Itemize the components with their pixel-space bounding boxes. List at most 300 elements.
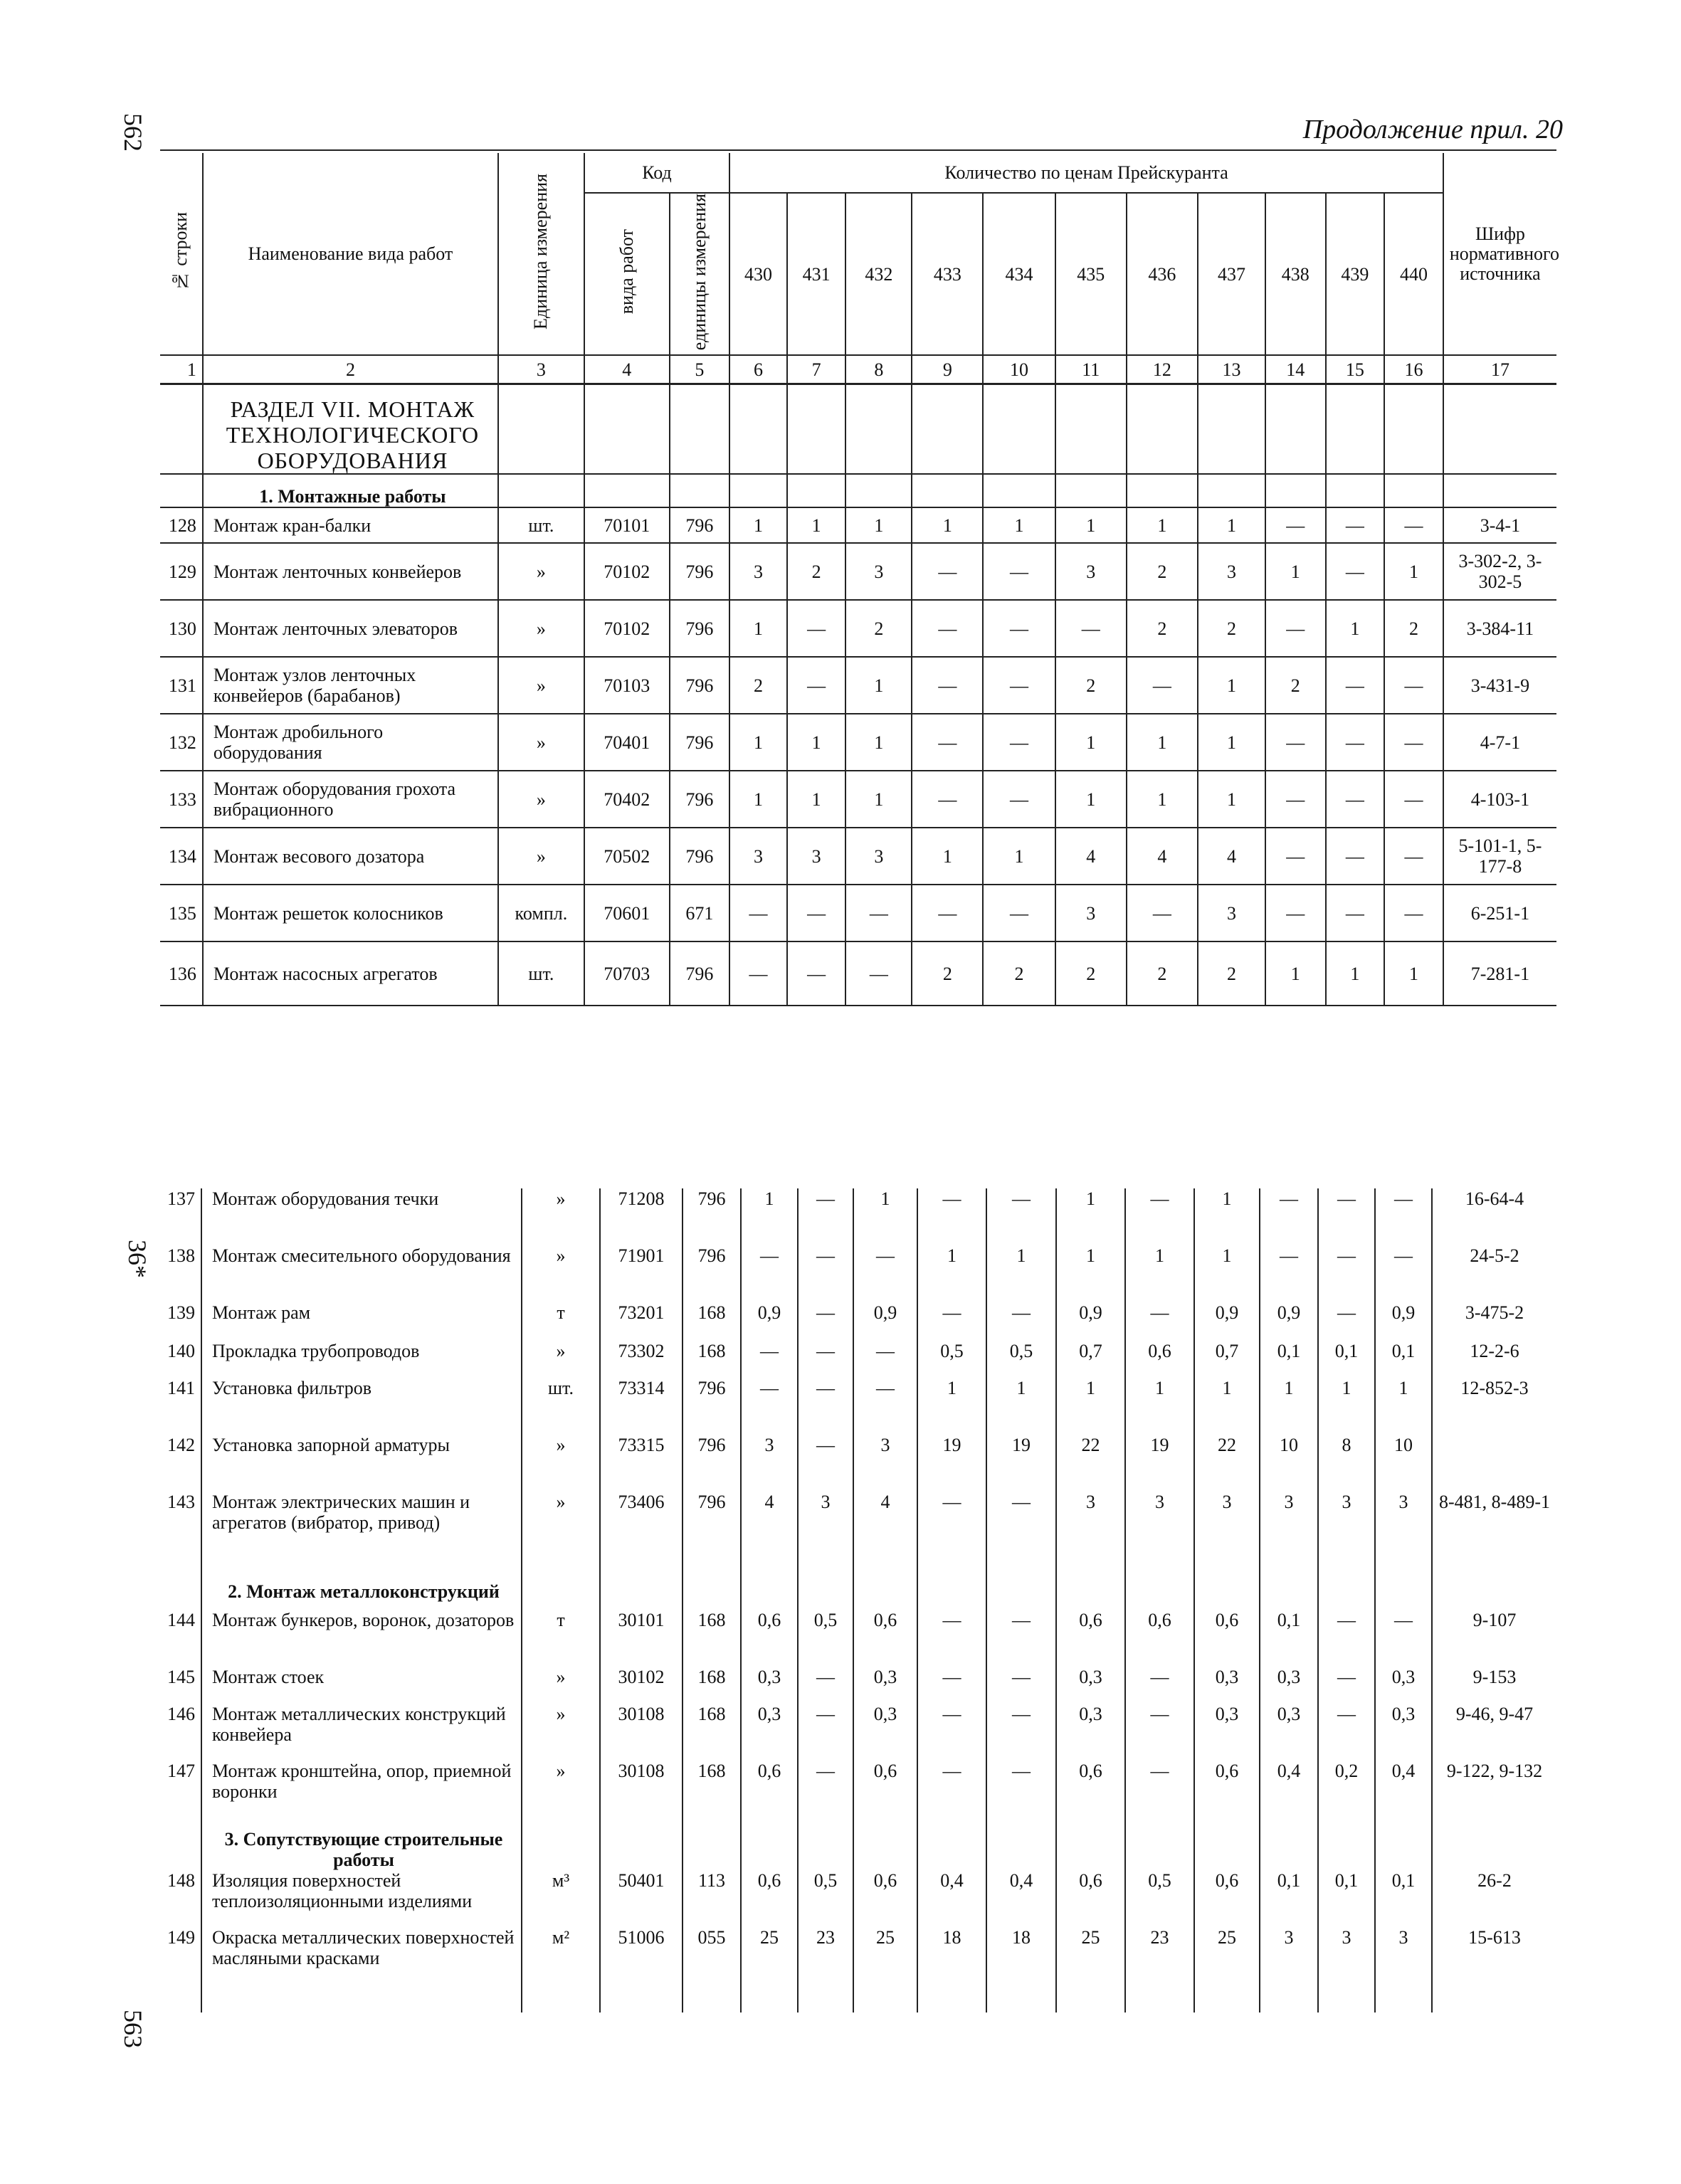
quantity-cell: — — [741, 1378, 798, 1435]
empty-cell — [522, 1818, 600, 1870]
row-number: 132 — [160, 714, 203, 771]
quantity-cell: — — [729, 941, 787, 1006]
row-number-empty — [160, 1818, 201, 1870]
unit: шт. — [522, 1378, 600, 1435]
subsection-3-title-row — [160, 1818, 1556, 1870]
code-work: 70101 — [584, 507, 670, 543]
row-number: 138 — [167, 1245, 195, 1266]
quantity-cell: 18 — [917, 1927, 986, 2012]
source-code: 3-384-11 — [1443, 600, 1556, 657]
quantity-cell: 1 — [1198, 771, 1265, 828]
quantity-cell: — — [1260, 1245, 1318, 1302]
empty-cell — [1127, 474, 1198, 507]
quantity-cell: 1 — [787, 507, 846, 543]
work-name: Монтаж насосных агрегатов — [203, 941, 498, 1006]
quantity-cell: — — [853, 1378, 917, 1435]
quantity-cell: 0,6 — [1194, 1870, 1260, 1927]
quantity-cell: — — [1125, 1704, 1194, 1761]
empty-cell — [986, 1570, 1056, 1610]
quantity-cell: 1 — [1265, 941, 1326, 1006]
code-unit: 055 — [683, 1927, 741, 2012]
code-unit: 796 — [683, 1188, 741, 1245]
empty-cell — [1194, 1570, 1260, 1610]
quantity-cell: 0,6 — [1194, 1761, 1260, 1818]
quantity-cell: 1 — [1384, 941, 1443, 1006]
quantity-cell: 4 — [853, 1492, 917, 1570]
subsection-2-title-row — [160, 1570, 1556, 1610]
empty-cell — [983, 474, 1055, 507]
quantity-cell: 0,6 — [741, 1761, 798, 1818]
source-code: 3-475-2 — [1432, 1302, 1556, 1341]
header-unit: Единица измерения — [498, 153, 584, 355]
quantity-cell: 1 — [845, 507, 912, 543]
quantity-cell: 3 — [1260, 1492, 1318, 1570]
quantity-cell: 0,2 — [1318, 1761, 1375, 1818]
quantity-cell: 0,7 — [1056, 1341, 1125, 1378]
quantity-cell: 0,1 — [1375, 1341, 1432, 1378]
quantity-cell: — — [986, 1761, 1056, 1818]
table-row — [160, 1302, 1556, 1341]
quantity-cell: 0,5 — [986, 1341, 1056, 1378]
quantity-cell: — — [798, 1435, 853, 1492]
empty-cell — [1056, 1818, 1125, 1870]
quantity-cell: 1 — [1194, 1188, 1260, 1245]
quantity-cell: — — [741, 1341, 798, 1378]
page-number-bottom: 563 — [119, 2010, 147, 2048]
subsection-3-title-text: 3. Сопутствующие строительные работы — [224, 1829, 503, 1870]
empty-cell — [1384, 474, 1443, 507]
quantity-cell: — — [1260, 1188, 1318, 1245]
column-number: 4 — [584, 355, 670, 384]
quantity-cell: 0,3 — [853, 1704, 917, 1761]
row-number: 139 — [167, 1302, 195, 1323]
quantity-cell: 25 — [1056, 1927, 1125, 2012]
quantity-cell: 0,6 — [1056, 1870, 1125, 1927]
quantity-cell: — — [1055, 600, 1127, 657]
quantity-cell: 1 — [1194, 1378, 1260, 1435]
quantity-cell: 1 — [1326, 941, 1385, 1006]
source-code: 26-2 — [1432, 1870, 1556, 1927]
quantity-cell: — — [1318, 1610, 1375, 1667]
quantity-cell: — — [798, 1245, 853, 1302]
quantity-cell: 1 — [912, 828, 983, 885]
empty-cell — [787, 384, 846, 475]
source-code: 4-103-1 — [1443, 771, 1556, 828]
quantity-cell: — — [1326, 507, 1385, 543]
empty-cell — [1198, 384, 1265, 475]
unit: » — [522, 1667, 600, 1704]
quantity-cell: 8 — [1318, 1435, 1375, 1492]
quantity-cell: 0,6 — [1056, 1761, 1125, 1818]
quantity-cell: 3 — [1375, 1927, 1432, 2012]
quantity-cell: — — [986, 1667, 1056, 1704]
row-number: 142 — [167, 1435, 195, 1455]
code-unit: 168 — [683, 1704, 741, 1761]
code-work: 70102 — [584, 600, 670, 657]
quantity-cell: — — [798, 1704, 853, 1761]
quantity-cell: — — [1125, 1667, 1194, 1704]
empty-cell — [1198, 474, 1265, 507]
quantity-cell: 0,6 — [853, 1610, 917, 1667]
code-unit: 796 — [670, 941, 730, 1006]
source-code: 4-7-1 — [1443, 714, 1556, 771]
quantity-cell: 3 — [729, 828, 787, 885]
quantity-cell: — — [983, 657, 1055, 714]
quantity-cell: — — [1265, 600, 1326, 657]
unit: » — [522, 1188, 600, 1245]
quantity-cell: 0,6 — [741, 1610, 798, 1667]
code-work: 50401 — [600, 1870, 683, 1927]
table-row — [160, 600, 1556, 657]
quantity-cell: — — [853, 1245, 917, 1302]
quantity-cell: 2 — [1127, 600, 1198, 657]
empty-cell — [912, 384, 983, 475]
section-title — [203, 384, 498, 475]
quantity-cell: — — [1318, 1302, 1375, 1341]
row-number: 145 — [167, 1667, 195, 1687]
code-work: 30102 — [600, 1667, 683, 1704]
empty-cell — [683, 1570, 741, 1610]
quantity-cell: 25 — [853, 1927, 917, 2012]
code-unit: 796 — [670, 828, 730, 885]
signature-mark: 36* — [123, 1240, 152, 1278]
column-number: 11 — [1055, 355, 1127, 384]
unit: м³ — [522, 1870, 600, 1927]
row-number: 146 — [167, 1704, 195, 1724]
empty-cell — [600, 1570, 683, 1610]
header-price: 440 — [1384, 193, 1443, 355]
quantity-cell: 0,6 — [1125, 1610, 1194, 1667]
quantity-cell: 1 — [1326, 600, 1385, 657]
empty-cell — [983, 384, 1055, 475]
work-name: Окраска металлических поверхностей масляными красками — [201, 1927, 522, 2012]
quantity-cell: 22 — [1194, 1435, 1260, 1492]
quantity-cell: 0,6 — [1125, 1341, 1194, 1378]
code-unit: 168 — [683, 1341, 741, 1378]
code-unit: 168 — [683, 1667, 741, 1704]
row-number: 148 — [167, 1870, 195, 1891]
quantity-cell: — — [1326, 771, 1385, 828]
quantity-cell: 1 — [787, 771, 846, 828]
quantity-cell: 0,1 — [1260, 1610, 1318, 1667]
quantity-cell: 0,6 — [853, 1761, 917, 1818]
code-work: 70102 — [584, 543, 670, 600]
empty-cell — [1055, 474, 1127, 507]
unit: » — [522, 1245, 600, 1302]
quantity-cell: — — [798, 1378, 853, 1435]
quantity-cell: — — [1318, 1245, 1375, 1302]
table-row — [160, 1761, 1556, 1818]
empty-cell — [845, 384, 912, 475]
quantity-cell: — — [912, 543, 983, 600]
table-row — [160, 543, 1556, 600]
quantity-cell: — — [1326, 885, 1385, 941]
row-number: 141 — [167, 1378, 195, 1398]
code-work: 30101 — [600, 1610, 683, 1667]
column-number: 13 — [1198, 355, 1265, 384]
work-name: Монтаж ленточных элеваторов — [203, 600, 498, 657]
table-row — [160, 828, 1556, 885]
quantity-cell: — — [912, 657, 983, 714]
quantity-cell: 0,3 — [1375, 1704, 1432, 1761]
quantity-cell: 0,1 — [1318, 1341, 1375, 1378]
code-work: 70402 — [584, 771, 670, 828]
quantity-cell: — — [1384, 885, 1443, 941]
column-number-row — [160, 355, 1556, 384]
unit: » — [522, 1341, 600, 1378]
table-row — [160, 1341, 1556, 1378]
work-name: Прокладка трубопроводов — [201, 1341, 522, 1378]
quantity-cell: 0,4 — [986, 1870, 1056, 1927]
quantity-cell: 3 — [741, 1435, 798, 1492]
quantity-cell: 1 — [1318, 1378, 1375, 1435]
empty-cell — [1194, 1818, 1260, 1870]
work-name: Изоляция поверхностей теплоизоляционными изделиями — [201, 1870, 522, 1927]
code-work: 71208 — [600, 1188, 683, 1245]
work-name: Монтаж электрических машин и агрегатов (вибратор, привод) — [201, 1492, 522, 1570]
quantity-cell: — — [983, 543, 1055, 600]
table-row — [160, 1870, 1556, 1927]
empty-cell — [498, 384, 584, 475]
quantity-cell: — — [983, 885, 1055, 941]
quantity-cell: — — [917, 1492, 986, 1570]
quantity-cell: — — [729, 885, 787, 941]
empty-cell — [1432, 1818, 1556, 1870]
quantity-cell: 0,1 — [1318, 1870, 1375, 1927]
column-number: 1 — [160, 355, 203, 384]
unit: » — [522, 1761, 600, 1818]
empty-cell — [1125, 1570, 1194, 1610]
source-code: 9-107 — [1432, 1610, 1556, 1667]
table-row — [160, 657, 1556, 714]
quantity-cell: 0,3 — [1056, 1704, 1125, 1761]
quantity-cell: 1 — [729, 771, 787, 828]
column-number: 3 — [498, 355, 584, 384]
quantity-cell: 1 — [729, 714, 787, 771]
quantity-cell: 2 — [787, 543, 846, 600]
quantity-cell: — — [917, 1302, 986, 1341]
quantity-cell: 0,6 — [741, 1870, 798, 1927]
quantity-cell: 1 — [983, 507, 1055, 543]
quantity-cell: — — [1384, 657, 1443, 714]
header-code-work: вида работ — [584, 193, 670, 355]
column-number: 5 — [670, 355, 730, 384]
column-number: 15 — [1326, 355, 1385, 384]
unit: шт. — [498, 507, 584, 543]
quantity-cell: 0,1 — [1260, 1870, 1318, 1927]
subsection-title — [203, 474, 498, 507]
row-number: 137 — [167, 1188, 195, 1209]
code-work: 73406 — [600, 1492, 683, 1570]
column-number: 12 — [1127, 355, 1198, 384]
quantity-cell: 1 — [1198, 657, 1265, 714]
quantity-cell: — — [1375, 1245, 1432, 1302]
empty-cell — [1127, 384, 1198, 475]
part1-body — [160, 384, 1556, 1006]
page-number-top: 562 — [119, 113, 147, 152]
work-name: Монтаж смесительного оборудования — [201, 1245, 522, 1302]
quantity-cell: — — [1125, 1302, 1194, 1341]
source-code: 6-251-1 — [1443, 885, 1556, 941]
quantity-cell: 22 — [1056, 1435, 1125, 1492]
empty-cell — [729, 384, 787, 475]
code-work: 73201 — [600, 1302, 683, 1341]
empty-cell — [845, 474, 912, 507]
header-price: 436 — [1127, 193, 1198, 355]
row-number: 128 — [160, 507, 203, 543]
work-name: Монтаж бункеров, воронок, дозаторов — [201, 1610, 522, 1667]
source-code: 9-46, 9-47 — [1432, 1704, 1556, 1761]
quantity-cell: — — [1326, 828, 1385, 885]
work-name: Монтаж стоек — [201, 1667, 522, 1704]
code-unit: 796 — [683, 1378, 741, 1435]
quantity-cell: 23 — [798, 1927, 853, 2012]
code-work: 70401 — [584, 714, 670, 771]
quantity-cell: — — [798, 1761, 853, 1818]
code-unit: 168 — [683, 1761, 741, 1818]
header-price: 432 — [845, 193, 912, 355]
empty-cell — [912, 474, 983, 507]
quantity-cell: 2 — [1198, 600, 1265, 657]
quantity-cell: 1 — [1056, 1188, 1125, 1245]
table-row — [160, 771, 1556, 828]
quantity-cell: 0,3 — [1260, 1667, 1318, 1704]
code-work: 70103 — [584, 657, 670, 714]
source-code: 15-613 — [1432, 1927, 1556, 2012]
row-number: 144 — [167, 1610, 195, 1630]
quantity-cell: — — [986, 1610, 1056, 1667]
quantity-cell: 10 — [1375, 1435, 1432, 1492]
quantity-cell: 1 — [983, 828, 1055, 885]
code-work: 30108 — [600, 1761, 683, 1818]
empty-cell — [600, 1818, 683, 1870]
source-code: 9-122, 9-132 — [1432, 1761, 1556, 1818]
quantity-cell: 3 — [1318, 1927, 1375, 2012]
subsection-title-text: 1. Монтажные работы — [259, 486, 446, 507]
code-unit: 671 — [670, 885, 730, 941]
empty-cell — [917, 1570, 986, 1610]
quantity-cell: 1 — [853, 1188, 917, 1245]
quantity-cell: — — [1384, 714, 1443, 771]
quantity-cell: 1 — [1194, 1245, 1260, 1302]
table-row — [160, 1667, 1556, 1704]
subsection-2-title — [201, 1570, 522, 1610]
empty-cell — [986, 1818, 1056, 1870]
code-work: 73314 — [600, 1378, 683, 1435]
quantity-cell: 1 — [1265, 543, 1326, 600]
quantity-cell: — — [917, 1610, 986, 1667]
quantity-cell: 4 — [1198, 828, 1265, 885]
quantity-cell: 0,4 — [1375, 1761, 1432, 1818]
quantity-cell: — — [986, 1492, 1056, 1570]
quantity-cell: 1 — [1260, 1378, 1318, 1435]
quantity-cell: — — [1265, 828, 1326, 885]
quantity-cell: — — [983, 600, 1055, 657]
source-code: 7-281-1 — [1443, 941, 1556, 1006]
table-row — [160, 714, 1556, 771]
source-code: 3-302-2, 3-302-5 — [1443, 543, 1556, 600]
empty-cell — [1443, 474, 1556, 507]
quantity-cell: — — [1375, 1188, 1432, 1245]
quantity-cell: — — [917, 1761, 986, 1818]
section-title-text: РАЗДЕЛ VII. МОНТАЖ ТЕХНОЛОГИЧЕСКОГО ОБОРУДОВАНИЯ — [226, 396, 480, 474]
quantity-cell: — — [986, 1704, 1056, 1761]
quantity-cell: 0,9 — [1260, 1302, 1318, 1341]
quantity-cell: 0,3 — [1056, 1667, 1125, 1704]
quantity-cell: 1 — [1127, 771, 1198, 828]
work-name: Монтаж ленточных конвейеров — [203, 543, 498, 600]
quantity-cell: — — [798, 1341, 853, 1378]
quantity-cell: 1 — [1198, 507, 1265, 543]
unit: » — [498, 600, 584, 657]
row-number-empty — [160, 1570, 201, 1610]
subsection-2-title-text: 2. Монтаж металлоконструкций — [228, 1581, 500, 1602]
row-number: 149 — [167, 1927, 195, 1948]
quantity-cell: — — [1127, 657, 1198, 714]
table-row — [160, 1188, 1556, 1245]
quantity-cell: 3 — [845, 543, 912, 600]
quantity-cell: 10 — [1260, 1435, 1318, 1492]
code-unit: 796 — [670, 771, 730, 828]
quantity-cell: — — [912, 714, 983, 771]
table-row — [160, 1704, 1556, 1761]
empty-cell — [1384, 384, 1443, 475]
quantity-cell: 2 — [1384, 600, 1443, 657]
quantity-cell: 0,6 — [1194, 1610, 1260, 1667]
main-table-bottom — [160, 1188, 1556, 2012]
empty-cell — [498, 474, 584, 507]
source-code: 12-852-3 — [1432, 1378, 1556, 1435]
empty-cell — [1055, 384, 1127, 475]
empty-cell — [1125, 1818, 1194, 1870]
column-number: 6 — [729, 355, 787, 384]
subsection-3-title — [201, 1818, 522, 1870]
table-row — [160, 1492, 1556, 1570]
section-title-row — [160, 384, 1556, 475]
header-price: 434 — [983, 193, 1055, 355]
subsection-title-row — [160, 474, 1556, 507]
quantity-cell: 1 — [1056, 1378, 1125, 1435]
empty-cell — [798, 1818, 853, 1870]
quantity-cell: 0,6 — [853, 1870, 917, 1927]
quantity-cell: 3 — [853, 1435, 917, 1492]
quantity-cell: 3 — [1055, 543, 1127, 600]
code-work: 30108 — [600, 1704, 683, 1761]
code-unit: 796 — [670, 657, 730, 714]
quantity-cell: 0,1 — [1375, 1870, 1432, 1927]
row-number: 135 — [160, 885, 203, 941]
quantity-cell: — — [917, 1188, 986, 1245]
quantity-cell: 19 — [1125, 1435, 1194, 1492]
work-name: Монтаж рам — [201, 1302, 522, 1341]
row-number: 130 — [160, 600, 203, 657]
quantity-cell: 2 — [1055, 941, 1127, 1006]
header-code-unit: единицы измерения — [670, 193, 730, 355]
quantity-cell: — — [986, 1302, 1056, 1341]
table-row — [160, 1245, 1556, 1302]
table-row — [160, 1927, 1556, 2012]
code-work: 71901 — [600, 1245, 683, 1302]
work-name: Монтаж кран-балки — [203, 507, 498, 543]
quantity-cell: — — [798, 1188, 853, 1245]
quantity-cell: 19 — [986, 1435, 1056, 1492]
quantity-cell: 3 — [1055, 885, 1127, 941]
quantity-cell: 0,3 — [853, 1667, 917, 1704]
quantity-cell: 0,3 — [1194, 1704, 1260, 1761]
row-number-empty — [160, 474, 203, 507]
code-work: 70601 — [584, 885, 670, 941]
empty-cell — [1265, 474, 1326, 507]
